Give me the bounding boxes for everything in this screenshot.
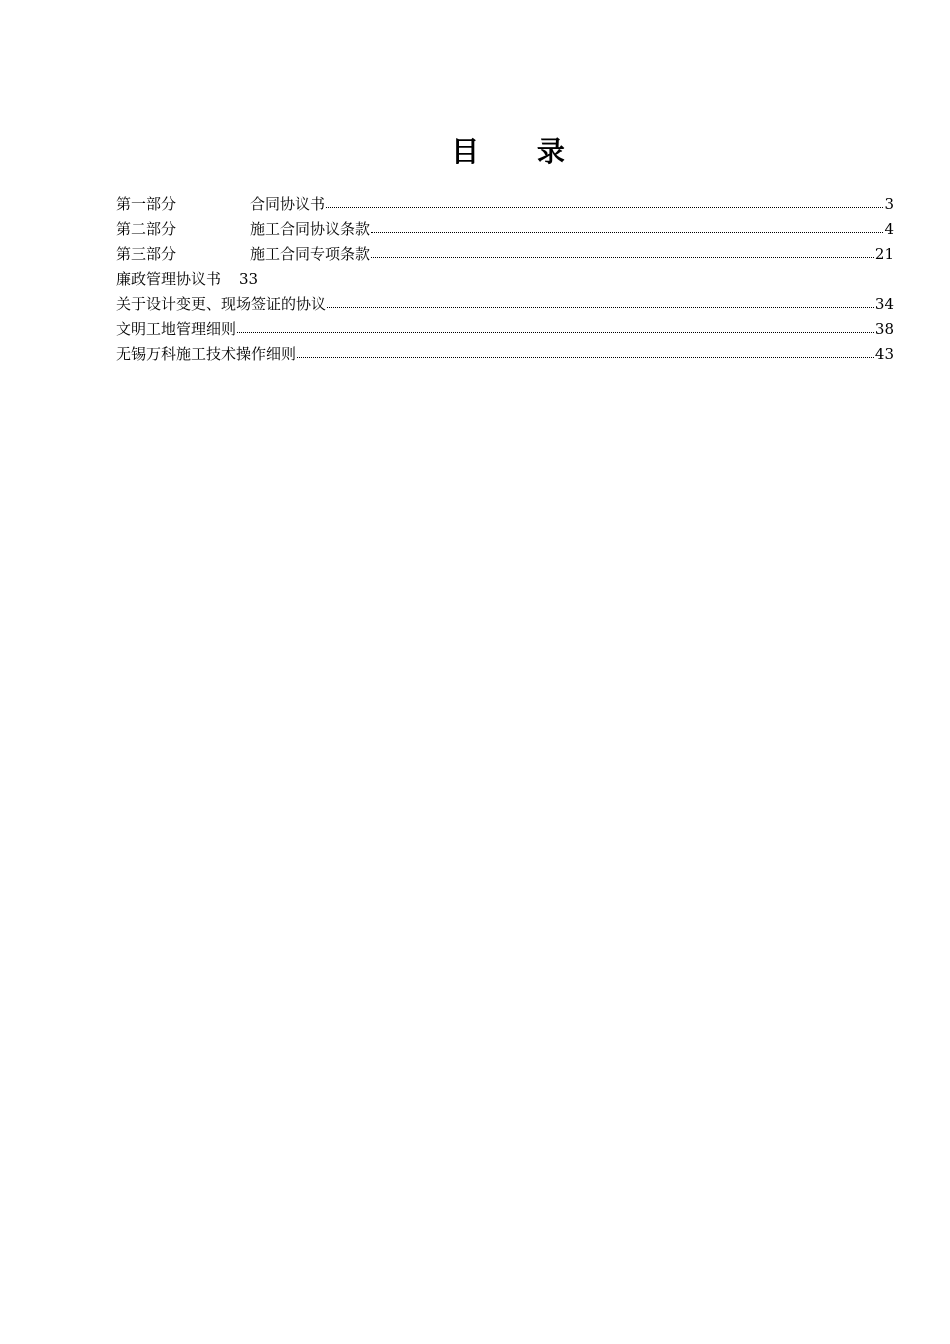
toc-entry-part: 第三部分 (116, 245, 177, 263)
toc-entry[interactable] (116, 217, 894, 242)
toc-entry[interactable] (116, 342, 894, 367)
toc-entry-label: 文明工地管理细则 (116, 320, 237, 338)
toc-entry[interactable] (116, 267, 894, 292)
toc-entry-part: 第二部分 (116, 220, 177, 238)
toc-entry-page: 38 (874, 320, 894, 338)
toc-dot-leader (327, 306, 874, 308)
toc-entry-page: 43 (874, 345, 894, 363)
toc-entry-page: 21 (874, 245, 894, 263)
toc-entry-page: 34 (874, 295, 894, 313)
toc-entry-label: 施工合同协议条款 (250, 220, 371, 238)
toc-dot-leader (371, 256, 874, 258)
toc-title: 目 录 (451, 135, 589, 168)
toc-entry-part: 第一部分 (116, 195, 177, 213)
toc-dot-leader (326, 206, 883, 208)
toc-entry[interactable] (116, 242, 894, 267)
toc-entry[interactable] (116, 292, 894, 317)
toc-entry[interactable] (116, 317, 894, 342)
toc-entry-label: 无锡万科施工技术操作细则 (116, 345, 297, 363)
toc-entry[interactable] (116, 192, 894, 217)
toc-entry-label: 合同协议书 (250, 195, 326, 213)
toc-dot-leader (297, 356, 874, 358)
toc-entry-page: 4 (884, 220, 894, 238)
toc-entry-label: 施工合同专项条款 (250, 245, 371, 263)
toc-dot-leader (237, 331, 874, 333)
toc-entry-label: 廉政管理协议书 (116, 270, 222, 288)
toc-entry-page: 33 (239, 270, 259, 288)
toc-entry-label: 关于设计变更、现场签证的协议 (116, 295, 327, 313)
toc-dot-leader (371, 231, 883, 233)
toc-entry-page: 3 (884, 195, 894, 213)
table-of-contents (116, 192, 894, 367)
